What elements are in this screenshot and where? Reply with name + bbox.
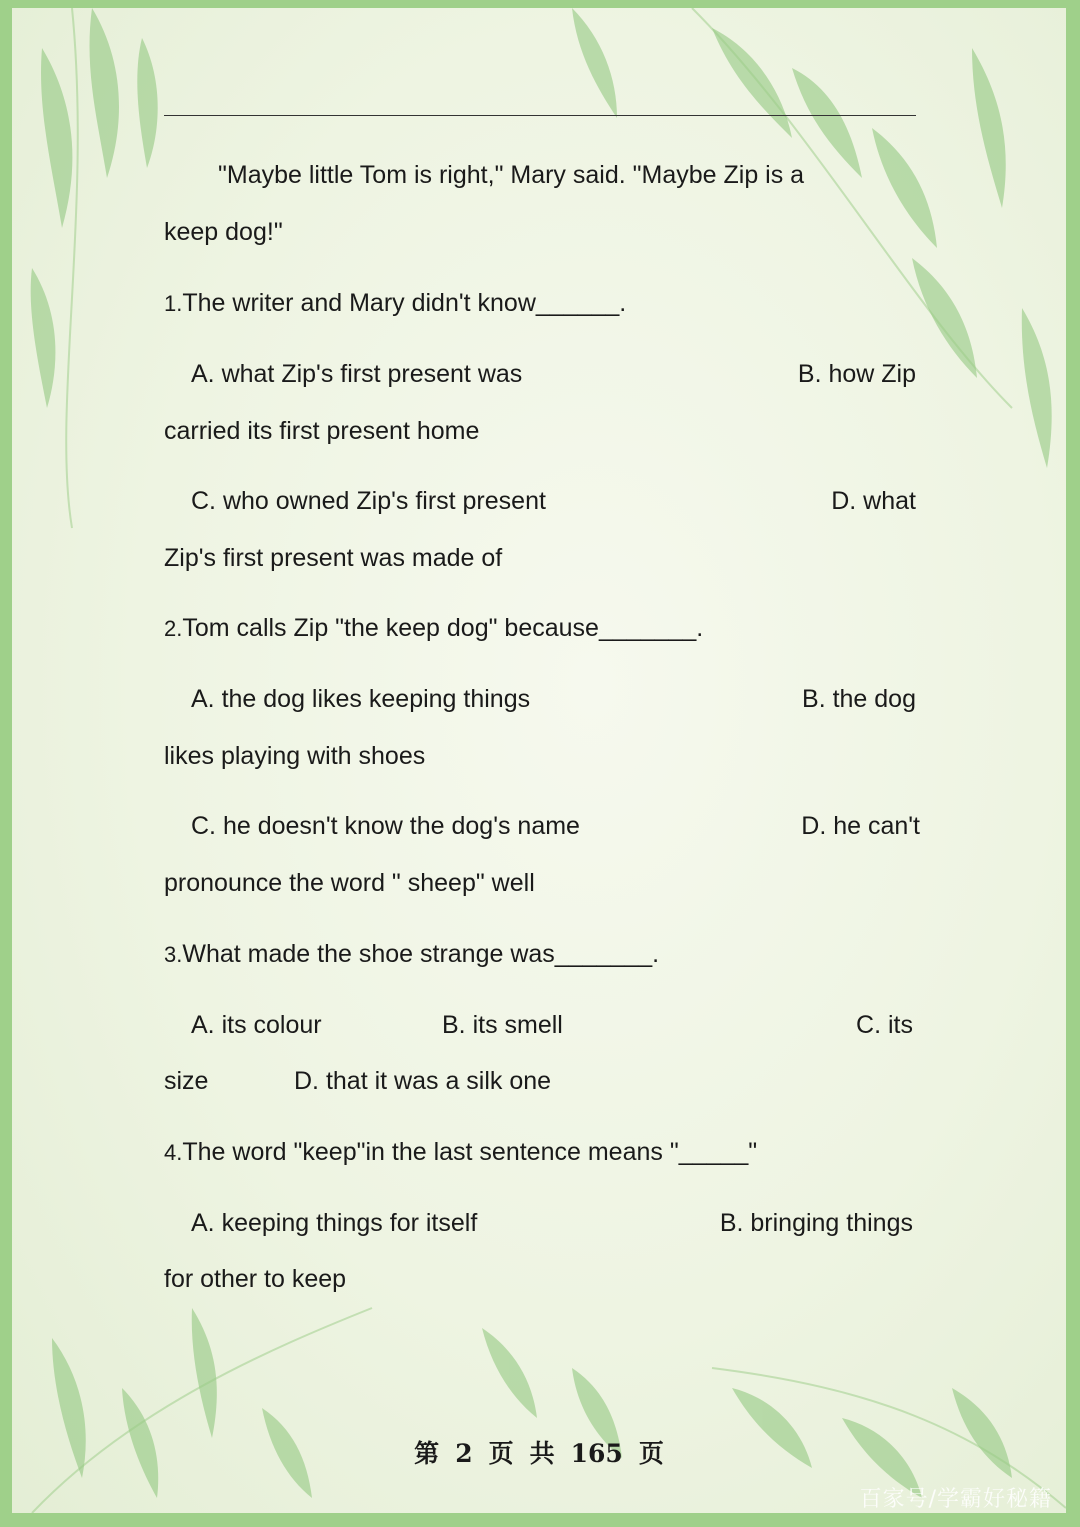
option-3c: C. its [856, 1011, 913, 1039]
option-2a: A. the dog likes keeping things [191, 685, 531, 713]
question-2 [164, 613, 703, 644]
question-4 [164, 1137, 757, 1168]
question-number: 4. [164, 1140, 183, 1165]
option-2c: C. he doesn't know the dog's name [191, 812, 580, 840]
question-stem: Tom calls Zip "the keep dog" because_______. [182, 614, 704, 642]
option-3a: A. its colour [191, 1011, 322, 1039]
option-2b: B. the dog [802, 685, 916, 713]
option-1a: A. what Zip's first present was [191, 360, 523, 388]
option-4b-cont: for other to keep [164, 1265, 347, 1293]
option-4a: A. keeping things for itself [191, 1209, 478, 1237]
option-1c: C. who owned Zip's first present [191, 487, 546, 515]
option-2d: D. he can't [801, 812, 920, 840]
question-number: 3. [164, 942, 183, 967]
option-1b: B. how Zip [797, 360, 916, 388]
question-1 [164, 288, 626, 319]
question-3 [164, 939, 659, 970]
option-3b: B. its smell [442, 1011, 563, 1039]
question-stem: The writer and Mary didn't know______. [182, 289, 627, 317]
option-3c-cont: size [164, 1067, 209, 1095]
option-2b-cont: likes playing with shoes [164, 742, 426, 770]
option-2d-cont: pronounce the word " sheep" well [164, 869, 535, 897]
question-stem: The word "keep"in the last sentence means "_____" [182, 1138, 758, 1166]
passage-line-2: keep dog!" [164, 218, 283, 246]
option-1b-cont: carried its first present home [164, 417, 480, 445]
passage-line-1: "Maybe little Tom is right," Mary said. "Maybe Zip is a [218, 161, 805, 189]
header-rule [164, 115, 916, 116]
page-number: 2 [455, 1439, 473, 1468]
option-1d-cont: Zip's first present was made of [164, 544, 503, 572]
question-number: 2. [164, 616, 183, 641]
document-page [12, 8, 1066, 1513]
question-number: 1. [164, 291, 183, 316]
option-1d: D. what [831, 487, 916, 515]
question-stem: What made the shoe strange was_______. [182, 940, 660, 968]
watermark: 百家号/学霸好秘籍 [859, 1487, 1052, 1512]
option-3d: D. that it was a silk one [294, 1067, 552, 1095]
total-pages: 165 [570, 1439, 623, 1468]
page-footer: 第 2 页 共 165 页 [414, 1439, 664, 1468]
option-4b: B. bringing things [719, 1209, 913, 1237]
